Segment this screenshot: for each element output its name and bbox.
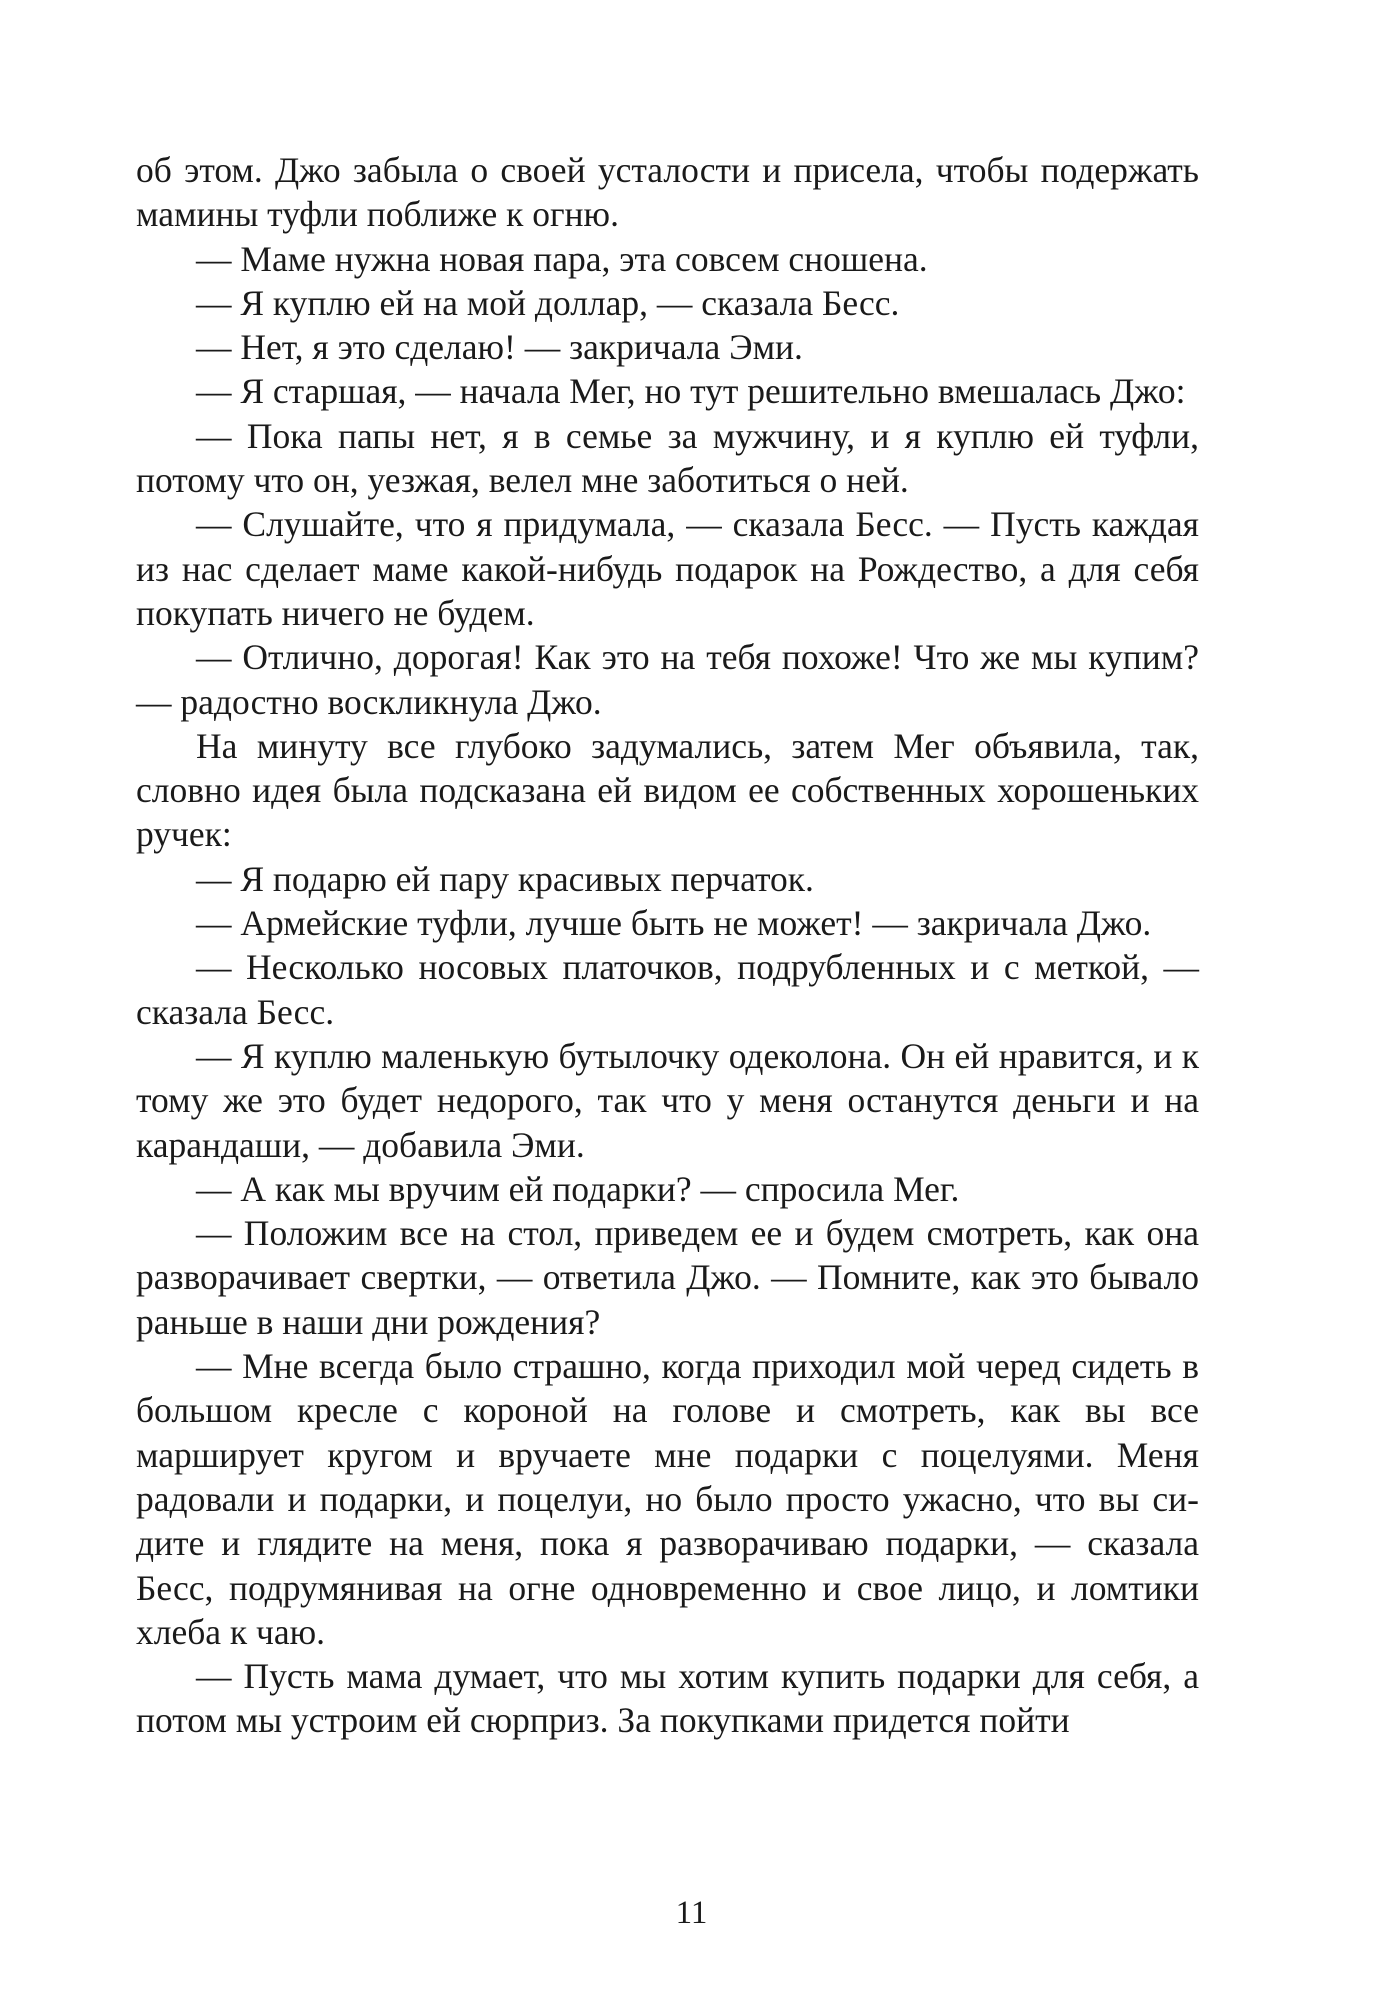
page-number: 11 <box>675 1895 708 1931</box>
paragraph: — Положим все на стол, приведем ее и будем смотреть, как она разворачивает свертки, — ответила Джо. — Помните, как это бывало раньше в наши дни рождения? <box>136 1213 1199 1342</box>
paragraph: — Я старшая, — начала Мег, но тут решительно вмешалась Джо: <box>196 371 1186 412</box>
paragraph: — Нет, я это сделаю! — закричала Эми. <box>196 327 803 368</box>
paragraph: — А как мы вручим ей подарки? — спросила Мег. <box>196 1168 960 1209</box>
paragraph: — Я куплю маленькую бутылочку одеколона. Он ей нравится, и к тому же это будет недорого, так что у меня останутся деньги и на карандаши, — добавила Эми. <box>136 1035 1199 1165</box>
paragraph: — Пока папы нет, я в семье за мужчину, и я куплю ей туфли, потому что он, уезжая, велел мне заботиться о ней. <box>136 415 1199 501</box>
paragraph: об этом. Джо забыла о своей усталости и присела, чтобы подержать мамины туфли поближе к огню. <box>136 150 1199 235</box>
paragraph: — Отлично, дорогая! Как это на тебя похоже! Что же мы купим? — радостно воскликнула Джо. <box>136 637 1199 722</box>
paragraph: — Я куплю ей на мой доллар, — сказала Бесс. <box>196 282 900 323</box>
paragraph: — Несколько носовых платочков, подрубленных и с меткой, — сказала Бесс. <box>136 947 1199 1032</box>
body-text <box>136 148 1199 1743</box>
paragraph: — Армейские туфли, лучше быть не может! — закричала Джо. <box>196 903 1152 944</box>
paragraph: — Мне всегда было страшно, когда приходил мой черед сидеть в большом кресле с короной на голове и смотреть, как вы все марширует кругом и вручаете мне подарки с поцелуями. Меня радовали и подарки, и поцелуи, но было просто ужасно, что вы сидите и глядите на меня, пока я разворачиваю подарки, — сказала Бесс, подрумянивая на огне одновременно и свое лицо, и ломтики хлеба к чаю. <box>136 1346 1199 1652</box>
paragraph: На минуту все глубоко задумались, затем Мег объявила, так, словно идея была подсказана ей видом ее собственных хорошеньких ручек: <box>136 725 1199 855</box>
paragraph: — Пусть мама думает, что мы хотим купить подарки для себя, а потом мы устроим ей сюрприз. За покупками придется пойти <box>136 1656 1199 1741</box>
paragraph: — Маме нужна новая пара, эта совсем сношена. <box>196 238 928 279</box>
paragraph: — Слушайте, что я придумала, — сказала Бесс. — Пусть каждая из нас сделает маме какой-нибудь подарок на Рождество, а для себя покупать ничего не будем. <box>136 504 1199 633</box>
paragraph: — Я подарю ей пару красивых перчаток. <box>196 858 814 899</box>
